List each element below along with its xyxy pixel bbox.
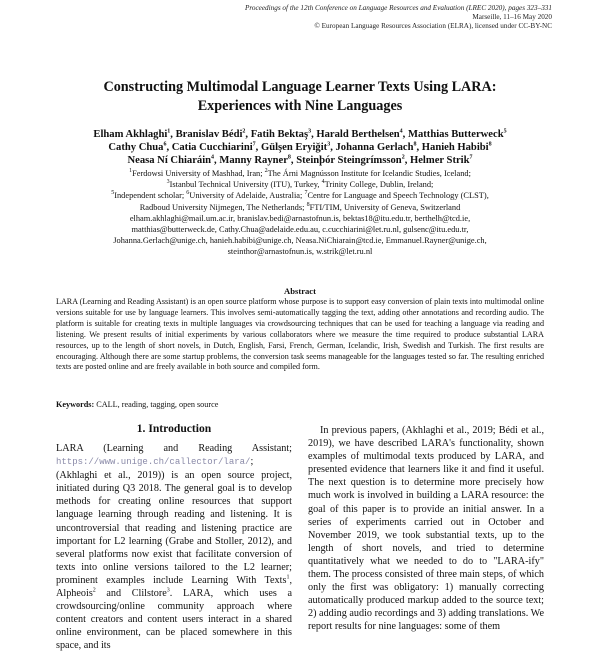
email-line: elham.akhlaghi@mail.um.ac.ir, branislav.bedi@arnastofnun.is, bektas18@itu.edu.tr, berthelh@tcd.ie,	[129, 213, 471, 223]
section-heading-introduction: 1. Introduction	[136, 422, 212, 435]
proceedings-header	[212, 4, 552, 31]
author-sup: 1	[167, 128, 171, 135]
abstract-body: LARA (Learning and Reading Assistant) is an open source platform whose purpose is to support easy conversion of plain texts into multimodal online versions suitable for use by language learners. This involves semi-automatically tagging the text, adding other annotations and recording audio. The platform is suitable for creating texts in multiple languages via crowdsourcing techniques that can be used for teaching a language via reading and listening. We present results of initial experiments by various collaborators where we measure the time required to produce substantial LARA resources, up to the length of short novels, in Dutch, English, Farsi, French, German, Icelandic, Irish, Swedish and Turkish. The first results are encouraging. Although there are some startup problems, the conversion task seems manageable for the languages tested so far. The resulting enriched texts are posted online and are freely available in both source and compiled form.	[56, 297, 544, 372]
keywords-label: Keywords:	[56, 400, 95, 409]
text-run: LARA (Learning and Reading Assistant;	[56, 443, 292, 454]
affil-sup: 2	[264, 168, 268, 175]
author-name: Catia Cucchiarini	[171, 142, 253, 153]
email-line: steinthor@arnastofnun.is, w.strik@let.ru.nl	[227, 247, 373, 257]
text-run: . LARA, which uses a crowdsourcing/online community approach where content creators and content users interact in a shared online environment, can be placed somewhere in this space, and its	[56, 588, 292, 652]
author-sup: 2	[401, 154, 405, 161]
affil-sup: 8	[306, 201, 310, 208]
left-column	[56, 442, 292, 653]
affiliation-line-1	[40, 168, 560, 179]
author-name: Matthias Butterweck	[407, 129, 504, 140]
footnote-marker: 1	[286, 574, 290, 581]
affiliation-line-3	[40, 190, 560, 201]
affil-sup: 3	[166, 179, 170, 186]
footnote-marker: 3	[166, 587, 170, 594]
author-name: Elham Akhlaghi	[93, 129, 168, 140]
right-column	[308, 424, 544, 634]
author-name: Harald Berthelsen	[316, 129, 400, 140]
text-run: , Alpheois	[56, 574, 292, 600]
author-line-2: Cathy Chua$^6$, Catia Cucchiarini$^7$, Gülşen Eryiğit$^3$, Johanna Gerlach$^8$, Hanieh Habibi$^8$	[108, 141, 492, 153]
author-name: Manny Rayner	[219, 155, 288, 166]
author-name: Fatih Bektaş	[250, 129, 309, 140]
author-sup: 7	[469, 154, 473, 161]
paper-title	[0, 78, 600, 116]
author-sup: 3	[308, 128, 312, 135]
affil-sup: 7	[304, 190, 308, 197]
affil-text: Radboud University Nijmegen, The Netherlands;	[139, 202, 307, 212]
affil-text: Istanbul Technical University (ITU), Turkey,	[169, 180, 322, 190]
author-name: Cathy Chua	[108, 142, 164, 153]
affil-text: Centre for Language and Speech Technology (CLST),	[307, 191, 489, 201]
intro-paragraph-2: In previous papers, (Akhlaghi et al., 2019; Bédi et al., 2019), we have described LARA's functionality, shown examples of multimodal texts produced by LARA, and presented evidence that learners like it and find it useful. The next question is to determine more precisely how much work is involved in building a LARA resource: the goal of this paper is to provide an initial answer. In a series of experiments carried out in October and November 2019, we took substantial texts, up to the length of short novels, and tried to determine quantitatively what we needed to do to "LARA-ify" them. The process consisted of three main steps, of which only the first was obligatory: 1) manually correcting automatically produced markup added to the source text; 2) adding audio recordings and 3) adding translations. We report results for nine languages: some of them	[308, 425, 544, 633]
keywords	[56, 400, 544, 409]
author-sup: 8	[413, 141, 417, 148]
affil-text: Trinity College, Dublin, Ireland;	[324, 180, 434, 190]
author-sup: 6	[163, 141, 167, 148]
keywords-value: CALL, reading, tagging, open source	[96, 400, 219, 409]
affil-text: Independent scholar;	[114, 191, 187, 201]
author-name: Hanieh Habibi	[421, 142, 489, 153]
author-sup: 5	[503, 128, 507, 135]
author-name: Neasa Ní Chiaráin	[127, 155, 212, 166]
author-sup: 2	[242, 128, 246, 135]
author-sup: 4	[211, 154, 215, 161]
abstract-heading: Abstract	[284, 286, 316, 296]
author-name: Branislav Bédi	[175, 129, 243, 140]
email-line: Johanna.Gerlach@unige.ch, hanieh.habibi@unige.ch, Neasa.NiChiarain@tcd.ie, Emmanuel.Rayner@unige.ch,	[113, 236, 487, 246]
affil-text: Ferdowsi University of Mashhad, Iran;	[132, 169, 265, 178]
affil-sup: 4	[321, 179, 325, 186]
author-name: Steinþór Steingrímsson	[296, 155, 402, 166]
proceedings-line: Proceedings of the 12th Conference on Language Resources and Evaluation (LREC 2020), pages 323–331	[244, 4, 552, 12]
affiliation-line-2	[40, 179, 560, 190]
affil-text: University of Adelaide, Australia;	[189, 191, 305, 201]
author-name: Helmer Strik	[409, 155, 470, 166]
email-line: matthias@butterweck.de, Cathy.Chua@adelaide.edu.au, c.cucchiarini@let.ru.nl, gulsenc@itu.edu.tr,	[131, 225, 469, 235]
text-run: and Clilstore	[95, 588, 167, 600]
affil-text: FTI/TIM, University of Geneva, Switzerland	[309, 202, 461, 212]
footnote-marker: 2	[92, 587, 96, 594]
affil-sup: 5	[111, 190, 115, 197]
author-line-3: Neasa Ní Chiaráin$^4$, Manny Rayner$^8$, Steinþór Steingrímsson$^2$, Helmer Strik$^7$	[127, 154, 473, 166]
affiliations	[40, 168, 560, 258]
lara-url-link[interactable]: https://www.unige.ch/callector/lara/	[56, 457, 251, 468]
author-list	[40, 128, 560, 167]
license-line: © European Language Resources Association (ELRA), licensed under CC-BY-NC	[314, 22, 552, 30]
author-sup: 4	[399, 128, 403, 135]
affil-sup: 6	[186, 190, 190, 197]
author-line-1: Elham Akhlaghi$^1$, Branislav Bédi$^2$, Fatih Bektaş$^3$, Harald Berthelsen$^4$, Matthias Butterweck$^5$	[93, 128, 507, 140]
affil-sup: 1	[129, 168, 133, 175]
author-sup: 8	[488, 141, 492, 148]
author-name: Johanna Gerlach	[335, 142, 414, 153]
text-run: ; (Akhlaghi et al., 2019)) is an open source project, initiated during Q3 2018. The general goal is to develop methods for creating online resources that support language learning through reading and listening. It is uncontroversial that reading and listening practice are important for L2 learning (Grabe and Stoller, 2012), and several platforms now exist that facilitate conversion of texts into online versions tailored to the L2 learner; prominent examples include Learning With Texts	[56, 456, 292, 586]
affiliation-line-4	[40, 202, 560, 213]
affil-text: The Árni Magnússon Institute for Icelandic Studies, Iceland;	[267, 169, 471, 178]
author-name: Gülşen Eryiğit	[260, 142, 328, 153]
author-sup: 8	[287, 154, 291, 161]
author-sup: 7	[252, 141, 256, 148]
title-line-1: Constructing Multimodal Language Learner Texts Using LARA:	[103, 79, 497, 95]
intro-paragraph-1	[56, 442, 292, 653]
location-line: Marseille, 11–16 May 2020	[472, 13, 552, 21]
author-sup: 3	[327, 141, 331, 148]
title-line-2: Experiences with Nine Languages	[197, 98, 403, 114]
